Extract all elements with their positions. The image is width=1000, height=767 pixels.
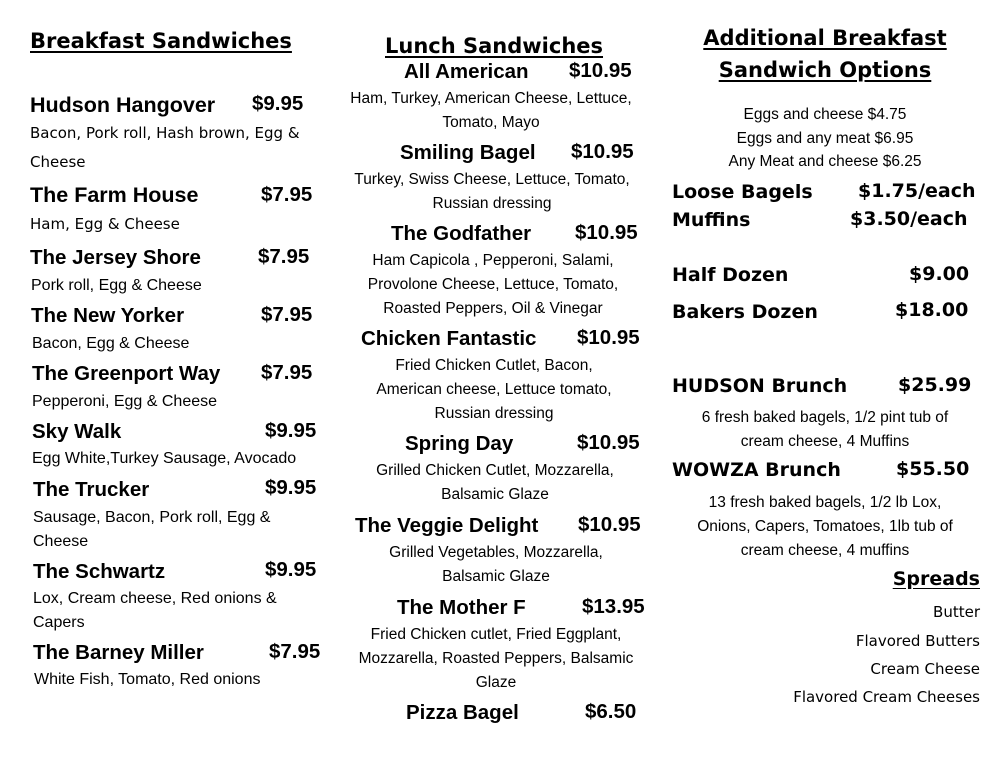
item-desc-godfather-2: Provolone Cheese, Lettuce, Tomato, xyxy=(367,276,619,293)
item-price-mother-f: $13.95 xyxy=(582,595,645,618)
item-price-sky-walk: $9.95 xyxy=(265,419,317,442)
option-meat-cheese: Any Meat and cheese $6.25 xyxy=(728,153,922,170)
item-name-all-american: All American xyxy=(404,60,529,83)
item-desc-schwartz: Lox, Cream cheese, Red onions & xyxy=(33,590,277,607)
item-name-barney-miller: The Barney Miller xyxy=(33,641,204,664)
item-desc-jersey-shore: Pork roll, Egg & Cheese xyxy=(31,277,202,294)
item-name-schwartz: The Schwartz xyxy=(33,560,166,583)
loose-bagels-price: $1.75/each xyxy=(858,180,976,202)
item-price-new-yorker: $7.95 xyxy=(261,303,313,326)
item-desc-godfather: Ham Capicola , Pepperoni, Salami, xyxy=(372,252,614,269)
item-desc-schwartz-2: Capers xyxy=(33,614,85,631)
item-desc-veggie-delight: Grilled Vegetables, Mozzarella, xyxy=(389,544,603,561)
half-dozen-price: $9.00 xyxy=(909,263,970,285)
item-name-spring-day: Spring Day xyxy=(405,432,514,455)
item-price-hudson-hangover: $9.95 xyxy=(252,92,304,115)
item-name-new-yorker: The New Yorker xyxy=(31,304,185,327)
item-desc-hudson-hangover: Bacon, Pork roll, Hash brown, Egg & xyxy=(30,124,300,142)
item-price-barney-miller: $7.95 xyxy=(269,640,321,663)
item-desc-sky-walk: Egg White,Turkey Sausage, Avocado xyxy=(32,450,297,467)
item-name-pizza-bagel: Pizza Bagel xyxy=(406,701,519,724)
item-desc-smiling-bagel: Turkey, Swiss Cheese, Lettuce, Tomato, xyxy=(354,171,630,188)
item-desc-all-american-2: Tomato, Mayo xyxy=(442,114,540,131)
item-price-chicken-fantastic: $10.95 xyxy=(577,326,640,349)
item-price-all-american: $10.95 xyxy=(569,59,632,82)
item-name-godfather: The Godfather xyxy=(391,222,532,245)
muffins-name: Muffins xyxy=(672,209,751,231)
spread-flavored-cream-cheeses: Flavored Cream Cheeses xyxy=(793,688,980,706)
hudson-brunch-price: $25.99 xyxy=(898,374,972,396)
spread-butter: Butter xyxy=(933,603,980,621)
item-price-pizza-bagel: $6.50 xyxy=(585,700,637,723)
item-desc-barney-miller: White Fish, Tomato, Red onions xyxy=(34,671,261,688)
half-dozen-name: Half Dozen xyxy=(672,264,789,286)
item-desc-mother-f: Fried Chicken cutlet, Fried Eggplant, xyxy=(370,626,622,643)
wowza-brunch-price: $55.50 xyxy=(896,458,970,480)
option-eggs-meat: Eggs and any meat $6.95 xyxy=(736,130,914,147)
item-price-farm-house: $7.95 xyxy=(261,183,313,206)
item-price-smiling-bagel: $10.95 xyxy=(571,140,634,163)
item-name-smiling-bagel: Smiling Bagel xyxy=(400,141,536,164)
item-name-farm-house: The Farm House xyxy=(30,183,199,207)
hudson-brunch-desc: 6 fresh baked bagels, 1/2 pint tub of xyxy=(701,409,949,426)
wowza-brunch-desc: 13 fresh baked bagels, 1/2 lb Lox, xyxy=(708,494,942,511)
wowza-brunch-name: WOWZA Brunch xyxy=(672,459,841,481)
item-desc-mother-f-2: Mozzarella, Roasted Peppers, Balsamic xyxy=(358,650,634,667)
item-desc-smiling-bagel-2: Russian dressing xyxy=(432,195,552,212)
item-name-veggie-delight: The Veggie Delight xyxy=(355,514,539,537)
item-price-jersey-shore: $7.95 xyxy=(258,245,310,268)
item-price-greenport-way: $7.95 xyxy=(261,361,313,384)
item-desc-trucker: Sausage, Bacon, Pork roll, Egg & xyxy=(33,509,271,526)
item-price-godfather: $10.95 xyxy=(575,221,638,244)
item-desc-new-yorker: Bacon, Egg & Cheese xyxy=(32,335,190,352)
item-name-mother-f: The Mother F xyxy=(397,596,526,619)
item-desc-farm-house: Ham, Egg & Cheese xyxy=(30,215,180,233)
option-eggs-cheese: Eggs and cheese $4.75 xyxy=(743,106,907,123)
wowza-brunch-desc-2: Onions, Capers, Tomatoes, 1lb tub of xyxy=(697,518,953,535)
item-desc-godfather-3: Roasted Peppers, Oil & Vinegar xyxy=(383,300,603,317)
item-desc-spring-day-2: Balsamic Glaze xyxy=(441,486,549,503)
bakers-dozen-name: Bakers Dozen xyxy=(672,301,818,323)
item-desc-chicken-fantastic: Fried Chicken Cutlet, Bacon, xyxy=(395,357,593,374)
additional-title-line2: Sandwich Options xyxy=(718,58,932,82)
item-name-hudson-hangover: Hudson Hangover xyxy=(30,93,216,117)
item-name-greenport-way: The Greenport Way xyxy=(32,362,221,385)
bakers-dozen-price: $18.00 xyxy=(895,299,969,321)
item-desc-trucker-2: Cheese xyxy=(33,533,89,550)
loose-bagels-name: Loose Bagels xyxy=(672,181,813,203)
spread-flavored-butters: Flavored Butters xyxy=(855,632,980,650)
spread-cream-cheese: Cream Cheese xyxy=(870,660,980,678)
item-name-trucker: The Trucker xyxy=(33,478,150,501)
item-desc-chicken-fantastic-3: Russian dressing xyxy=(434,405,554,422)
muffins-price: $3.50/each xyxy=(850,208,968,230)
item-price-spring-day: $10.95 xyxy=(577,431,640,454)
item-desc-spring-day: Grilled Chicken Cutlet, Mozzarella, xyxy=(376,462,614,479)
item-name-jersey-shore: The Jersey Shore xyxy=(30,246,201,269)
item-name-chicken-fantastic: Chicken Fantastic xyxy=(361,327,537,350)
wowza-brunch-desc-3: cream cheese, 4 muffins xyxy=(740,542,910,559)
item-desc-all-american: Ham, Turkey, American Cheese, Lettuce, xyxy=(350,90,632,107)
spreads-title: Spreads xyxy=(892,568,980,590)
item-name-sky-walk: Sky Walk xyxy=(32,420,122,443)
additional-title-line1: Additional Breakfast xyxy=(703,26,947,50)
item-price-veggie-delight: $10.95 xyxy=(578,513,641,536)
lunch-title: Lunch Sandwiches xyxy=(385,34,604,58)
item-price-trucker: $9.95 xyxy=(265,476,317,499)
hudson-brunch-name: HUDSON Brunch xyxy=(672,375,848,397)
item-price-schwartz: $9.95 xyxy=(265,558,317,581)
item-desc-chicken-fantastic-2: American cheese, Lettuce tomato, xyxy=(376,381,612,398)
hudson-brunch-desc-2: cream cheese, 4 Muffins xyxy=(740,433,910,450)
item-desc-greenport-way: Pepperoni, Egg & Cheese xyxy=(32,393,218,410)
item-desc-veggie-delight-2: Balsamic Glaze xyxy=(442,568,550,585)
item-desc-mother-f-3: Glaze xyxy=(475,674,517,691)
breakfast-title: Breakfast Sandwiches xyxy=(30,29,292,53)
item-desc-hudson-hangover-2: Cheese xyxy=(30,153,86,171)
